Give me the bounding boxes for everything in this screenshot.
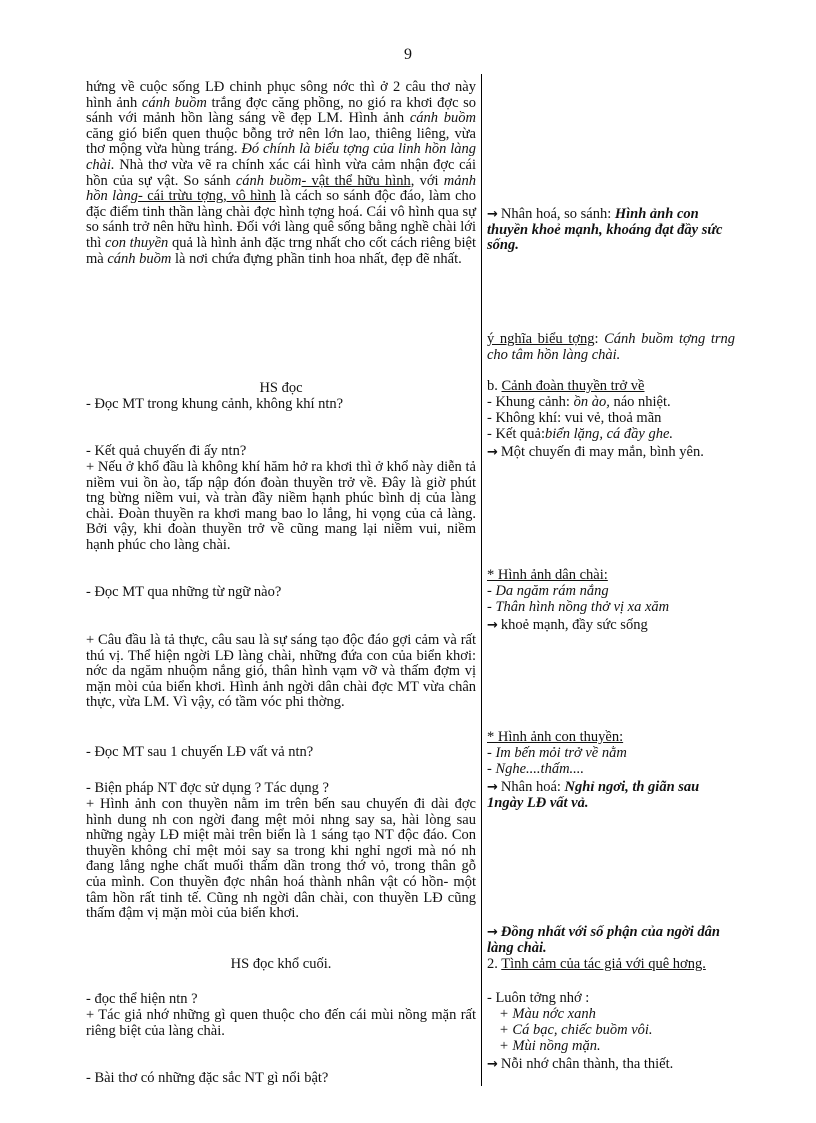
bold-italic-text: Hình ảnh con thuyền khoẻ mạnh, khoáng đạt đầy sức sống. — [487, 206, 723, 254]
text: 2. — [487, 956, 502, 972]
fishermen-point-2: - Thân hình nồng thở vị xa xăm — [487, 599, 670, 615]
section-title: Tình cảm của tác giả với quê hơng. — [501, 956, 706, 972]
arrow-right-icon: → — [487, 445, 498, 460]
text: Nỗi nhớ chân thành, tha thiết. — [500, 1056, 674, 1072]
text: là nơi chứa đựng phần tinh hoa nhất, đẹp đẽ nhất. — [171, 250, 462, 267]
question-technique: - Biện pháp NT đợc sử dụng ? Tác dụng ? — [86, 780, 329, 796]
analysis-paragraph-sail — [86, 80, 476, 267]
text: với — [414, 172, 444, 189]
text: khoẻ mạnh, đầy sức sống — [500, 617, 648, 633]
bold-italic-text: Đồng nhất với số phận của ngời dân làng chài. — [487, 924, 720, 956]
italic-text: cánh buồm — [409, 110, 476, 127]
boat-personification — [487, 780, 735, 811]
boat-heading — [487, 730, 735, 746]
italic-text: cánh buồm — [235, 172, 302, 189]
fate-conclusion — [487, 925, 735, 956]
note-conclusion — [487, 445, 735, 461]
note-result — [487, 427, 735, 443]
text: căng gió biển quen thuộc bỗng trở nên lớn lao, thiêng liêng, vừa thơ mộng vừa hùng tráng. — [86, 125, 476, 158]
column-divider — [481, 74, 482, 1086]
italic-text: biển lặng, cá đầy ghe. — [544, 426, 674, 442]
underlined-text: - vật thể hữu hình, — [301, 172, 415, 189]
text: b. — [487, 378, 502, 394]
fishermen-point-1: - Da ngăm rám nắng — [487, 583, 609, 599]
section-title: Cảnh đoàn thuyền trở về — [501, 378, 645, 394]
answer-return-paragraph: + Nếu ở khổ đầu là không khí hăm hở ra khơi thì ở khổ này diễn tả niềm vui ồn ào, tấp nập đón đoàn thuyền trở về. Đây là giờ phút tng bừng niềm vui, và tràn đầy niềm hạnh phúc bình dị của làng chài. Đoàn thuyền ra khơi mang bao lo lắng, hi vọng của cả làng. Bởi vậy, khi đoàn thuyền trở về cũng mang lại niềm vui, niềm hạnh phúc cho làng chài. — [86, 459, 476, 553]
italic-text: con thuyền — [105, 234, 169, 251]
italic-text: cánh buồm — [107, 250, 172, 267]
text: Một chuyến đi may mắn, bình yên. — [500, 444, 704, 460]
text: : — [594, 331, 605, 347]
text: trắng đợc căng phồng, no gió ra khơi đợc so sánh với mảnh hồn làng sáng về đẹp LM. Hình ảnh — [86, 94, 476, 127]
fishermen-heading — [487, 568, 735, 584]
memory-item-1: + Màu nớc xanh — [499, 1006, 596, 1022]
text: Nhân hoá: — [500, 779, 565, 795]
memory-conclusion — [487, 1057, 735, 1073]
text: - Kết quả: — [487, 426, 545, 442]
note-personification — [487, 207, 735, 254]
question-scene: - Đọc MT trong khung cảnh, không khí ntn? — [86, 396, 344, 412]
memory-item-3: + Mùi nồng mặn. — [499, 1038, 601, 1054]
note-symbol-meaning — [487, 332, 735, 363]
page-number: 9 — [404, 46, 412, 63]
italic-text: ồn ào, — [573, 394, 610, 410]
question-words: - Đọc MT qua những từ ngữ nào? — [86, 584, 282, 600]
memory-item-2: + Cá bạc, chiếc buồm vôi. — [499, 1022, 653, 1038]
italic-text: cánh buồm — [141, 94, 207, 111]
arrow-right-icon: → — [487, 925, 498, 940]
boat-point-2: - Nghe....thấm.... — [487, 761, 585, 777]
arrow-right-icon: → — [487, 780, 498, 795]
text: quả là hình ảnh đặc trng nhất cho cốt cách riêng biệt mà — [86, 234, 476, 267]
arrow-right-icon: → — [487, 207, 498, 222]
note-atmosphere: - Không khí: vui vẻ, thoả mãn — [487, 410, 662, 426]
italic-text: mảnh hồn làng — [86, 172, 476, 205]
question-result: - Kết quả chuyến đi ấy ntn? — [86, 443, 247, 459]
hs-read-label: HS đọc — [259, 380, 303, 396]
underlined-text: - cái trừu tợng, vô hình — [137, 188, 276, 205]
answer-memory-paragraph: + Tác giả nhớ những gì quen thuộc cho đến cái mùi nồng mặn rất riêng biệt của làng chài. — [86, 1007, 476, 1039]
section-2-heading — [487, 957, 735, 973]
fishermen-conclusion — [487, 618, 735, 634]
subsection-title: * Hình ảnh dân chài: — [487, 567, 608, 583]
text: Nhà thơ vừa vẽ ra chính xác cái hình vừa cảm nhận đợc cái hồn của sự vật. So sánh — [86, 156, 476, 189]
section-b-heading — [487, 379, 735, 395]
question-art-features: - Bài thơ có những đặc sắc NT gì nổi bật? — [86, 1070, 329, 1086]
bold-italic-text: Nghỉ ngơi, th giãn sau 1ngày LĐ vất vả. — [487, 779, 700, 811]
answer-boat-paragraph: + Hình ảnh con thuyền nằm im trên bến sau chuyến đi dài đợc hình dung nh con ngời đang mệt mỏi nhng say sa, hài lòng sau những ngày LĐ miệt mài trên biển là 1 sáng tạo NT độc đáo. Con thuyền không chỉ mệt mỏi say sa trong khi nghỉ ngơi mà nó nh đang lắng nghe chất muối thấm dần trong thớ vỏ, trong thân gỗ của mình. Con thuyền đợc nhân hoá thành nhân vật có hồn- một tâm hồn rất tinh tế. Cũng nh ngời dân chài, con thuyền LĐ cũng thấm đậm vị mặn mòi của biển khơi. — [86, 796, 476, 922]
italic-text: Cánh buồm tợng trng cho tâm hồn làng chài. — [487, 331, 735, 363]
arrow-right-icon: → — [487, 1057, 498, 1072]
hs-read-last-stanza: HS đọc khổ cuối. — [230, 956, 332, 972]
note-scene — [487, 395, 735, 411]
text: Nhân hoá, so sánh: — [500, 206, 615, 222]
question-after-trip: - Đọc MT sau 1 chuyến LĐ vất vả ntn? — [86, 744, 314, 760]
question-feeling: - đọc thể hiện ntn ? — [86, 991, 198, 1007]
arrow-right-icon: → — [487, 618, 498, 633]
underlined-text: ý nghĩa biểu tợng — [487, 331, 595, 347]
text: là cách so sánh độc đáo, làm cho đặc điểm tinh thần làng chài đợc hình tợng hoá. Cái vô hình qua sự so sánh trở nên hữu hình. Đối với làng quê sống bằng nghề chài lới thì — [86, 188, 477, 251]
memory-intro: - Luôn tởng nhớ : — [487, 990, 590, 1006]
subsection-title: * Hình ảnh con thuyền: — [487, 729, 624, 745]
text: hứng về cuộc sống LĐ chinh phục sông nớc thì ở 2 câu thơ này hình ảnh — [86, 79, 476, 111]
boat-point-1: - Im bến mỏi trở về nằm — [487, 745, 627, 761]
answer-fishermen-paragraph: + Câu đầu là tả thực, câu sau là sự sáng tạo độc đáo gợi cảm và rất thú vị. Thể hiện ngời LĐ làng chài, những đứa con của biển khơi: nớc da ngăm nhuộm nắng gió, thân hình vạm vỡ và thấm đợm vị mặn mòi của biển khơi. Hình ảnh ngời dân chài đợc MT vừa chân thực, vừa LM. Vì vậy, có tầm vóc phi thờng. — [86, 632, 476, 711]
text: - Khung cảnh: — [487, 394, 574, 410]
italic-text: Đó chính là biểu tợng của linh hồn làng chài. — [86, 141, 477, 173]
text: náo nhiệt. — [609, 394, 671, 410]
